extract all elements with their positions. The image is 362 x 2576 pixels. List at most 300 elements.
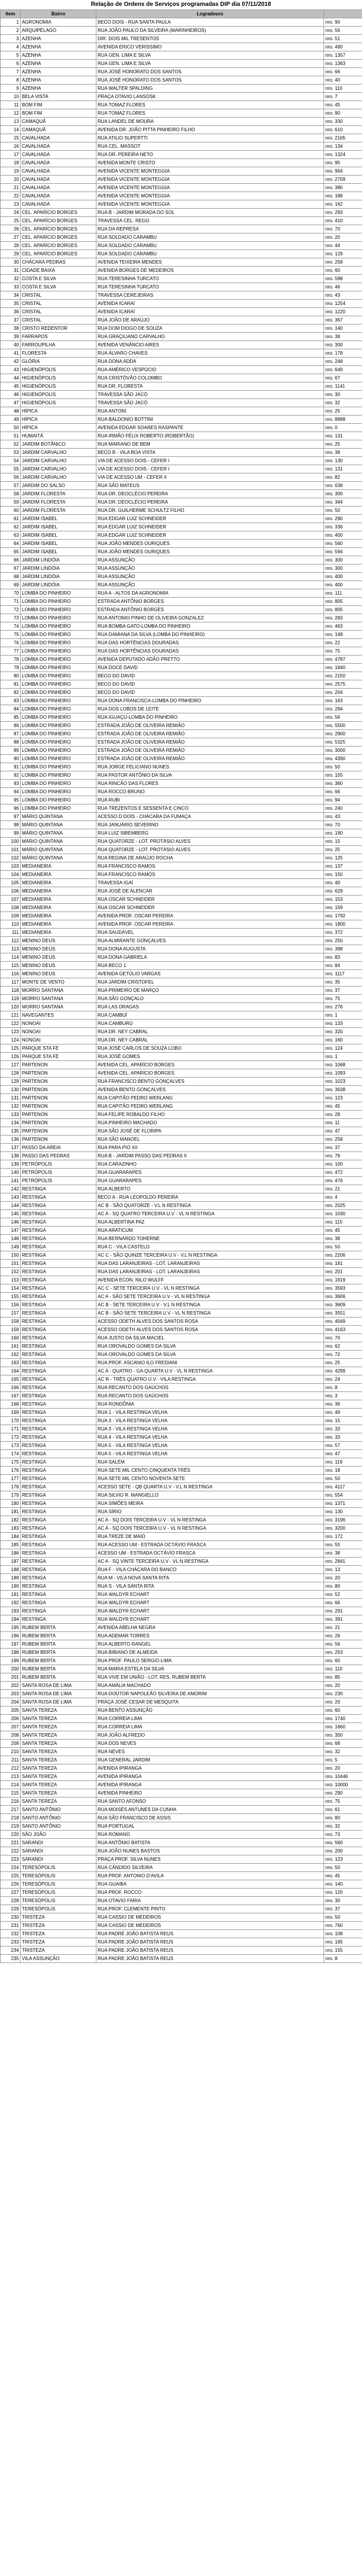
cell-numero: nro. 33 bbox=[324, 1433, 362, 1442]
cell-item: 65 bbox=[1, 548, 21, 556]
cell-numero: nro. 4299 bbox=[324, 1367, 362, 1375]
cell-bairro: LOMBA DO PINHEIRO bbox=[21, 614, 96, 622]
table-row bbox=[1, 1202, 362, 1210]
cell-numero: nro. 3606 bbox=[324, 1293, 362, 1301]
table-row bbox=[1, 1764, 362, 1773]
cell-logradouro: RUA ANTONIO PINHO DE OLIVEIRA GONZALEZ bbox=[96, 614, 324, 622]
cell-bairro: RESTINGA bbox=[21, 1442, 96, 1450]
table-row bbox=[1, 639, 362, 647]
table-row bbox=[1, 556, 362, 564]
cell-bairro: JARDIM ISABEL bbox=[21, 540, 96, 548]
cell-numero: nro. 367 bbox=[324, 316, 362, 325]
cell-item: 216 bbox=[1, 1798, 21, 1806]
cell-bairro: FARROUPILHA bbox=[21, 341, 96, 349]
table-row bbox=[1, 1913, 362, 1922]
cell-numero: nro. 201 bbox=[324, 1268, 362, 1276]
cell-numero: nro. 10446 bbox=[324, 1773, 362, 1781]
cell-bairro: TRISTEZA bbox=[21, 1946, 96, 1955]
table-row bbox=[1, 507, 362, 515]
cell-logradouro: RUA PADRE JOÃO BATISTA REUS bbox=[96, 1930, 324, 1938]
cell-bairro: RESTINGA bbox=[21, 1227, 96, 1235]
cell-item: 151 bbox=[1, 1260, 21, 1268]
cell-item: 235 bbox=[1, 1955, 21, 1963]
cell-item: 25 bbox=[1, 217, 21, 225]
cell-bairro: RUBEM BERTA bbox=[21, 1640, 96, 1649]
cell-item: 66 bbox=[1, 556, 21, 564]
cell-item: 118 bbox=[1, 987, 21, 995]
cell-bairro: RESTINGA bbox=[21, 1367, 96, 1375]
table-row bbox=[1, 1442, 362, 1450]
cell-logradouro: RUA TREZE DE MAIO bbox=[96, 1533, 324, 1541]
cell-numero: nro. 30 bbox=[324, 391, 362, 399]
cell-item: 211 bbox=[1, 1756, 21, 1764]
cell-item: 119 bbox=[1, 995, 21, 1003]
cell-numero: nro. 162 bbox=[324, 200, 362, 209]
table-row bbox=[1, 1367, 362, 1375]
cell-logradouro: RUA DONA AUGUSTA bbox=[96, 945, 324, 953]
cell-item: 43 bbox=[1, 366, 21, 374]
cell-bairro: JARDIM LINDÓIA bbox=[21, 573, 96, 581]
cell-item: 219 bbox=[1, 1822, 21, 1831]
cell-numero: nro. 26 bbox=[324, 1632, 362, 1640]
cell-item: 138 bbox=[1, 1152, 21, 1160]
cell-numero: nro. 240 bbox=[324, 804, 362, 813]
table-row bbox=[1, 929, 362, 937]
cell-bairro: SANTA TEREZA bbox=[21, 1731, 96, 1740]
cell-bairro: MENINO DEUS bbox=[21, 945, 96, 953]
cell-logradouro: RUA JOÃO MENDES OURIQUES bbox=[96, 548, 324, 556]
cell-item: 91 bbox=[1, 763, 21, 771]
cell-logradouro: RUA DR. DEOCLÉCIO PEREIRA bbox=[96, 498, 324, 507]
cell-numero: nro. 178 bbox=[324, 349, 362, 358]
cell-logradouro: RUA WALDYR ECHART bbox=[96, 1591, 324, 1599]
table-row bbox=[1, 316, 362, 325]
cell-bairro: LOMBA DO PINHEIRO bbox=[21, 631, 96, 639]
cell-logradouro: AC A - SÃO SETE TERCEIRA U.V - VL N RESTINGA bbox=[96, 1293, 324, 1301]
cell-numero: nro. 15 bbox=[324, 1417, 362, 1425]
cell-logradouro: RUA JOÃO NUNES BASTOS bbox=[96, 1847, 324, 1855]
cell-item: 227 bbox=[1, 1889, 21, 1897]
cell-item: 58 bbox=[1, 490, 21, 498]
cell-item: 215 bbox=[1, 1789, 21, 1798]
table-row bbox=[1, 1260, 362, 1268]
table-row bbox=[1, 1806, 362, 1814]
cell-item: 122 bbox=[1, 1020, 21, 1028]
cell-item: 44 bbox=[1, 374, 21, 382]
cell-bairro: JARDIM LINDÓIA bbox=[21, 564, 96, 573]
cell-bairro: LOMBA DO PINHEIRO bbox=[21, 738, 96, 747]
cell-logradouro: RUA FRANCISCO BENTO GONÇALVES bbox=[96, 1078, 324, 1086]
cell-logradouro: RUA ALBERTO bbox=[96, 1185, 324, 1193]
table-row bbox=[1, 1409, 362, 1417]
cell-item: 169 bbox=[1, 1409, 21, 1417]
table-row bbox=[1, 192, 362, 200]
cell-bairro: RESTINGA bbox=[21, 1607, 96, 1615]
table-row bbox=[1, 962, 362, 970]
cell-numero: nro. 805 bbox=[324, 606, 362, 614]
cell-item: 36 bbox=[1, 308, 21, 316]
table-row bbox=[1, 333, 362, 341]
cell-item: 214 bbox=[1, 1781, 21, 1789]
cell-bairro: COSTA E SILVA bbox=[21, 275, 96, 283]
sheet-title: Relação de Ordens de Serviços programadas DIP dia 07/11/2018 bbox=[90, 1, 272, 8]
table-row bbox=[1, 440, 362, 449]
cell-bairro: LOMBA DO PINHEIRO bbox=[21, 589, 96, 598]
table-row bbox=[1, 920, 362, 929]
table-row bbox=[1, 1458, 362, 1467]
cell-item: 108 bbox=[1, 904, 21, 912]
cell-numero: nro. 3200 bbox=[324, 1524, 362, 1533]
cell-numero: nro. 100 bbox=[324, 1160, 362, 1169]
cell-bairro: CRISTAL bbox=[21, 291, 96, 300]
table-row bbox=[1, 796, 362, 804]
cell-bairro: MEDIANEIRA bbox=[21, 871, 96, 879]
cell-numero: nro. 4390 bbox=[324, 755, 362, 763]
cell-logradouro: RUA DR. FLORESTA bbox=[96, 382, 324, 391]
cell-item: 142 bbox=[1, 1185, 21, 1193]
cell-bairro: MÁRIO QUINTANA bbox=[21, 821, 96, 829]
table-row bbox=[1, 1574, 362, 1582]
cell-logradouro: AVENIDA BENTO GONÇALVES bbox=[96, 1086, 324, 1094]
cell-item: 123 bbox=[1, 1028, 21, 1036]
cell-bairro: NAVEGANTES bbox=[21, 1011, 96, 1020]
cell-logradouro: RUA SAUDÁVEL bbox=[96, 929, 324, 937]
cell-item: 156 bbox=[1, 1301, 21, 1309]
table-row bbox=[1, 1152, 362, 1160]
cell-bairro: LOMBA DO PINHEIRO bbox=[21, 713, 96, 722]
table-row bbox=[1, 622, 362, 631]
service-orders-table bbox=[0, 9, 362, 1963]
cell-numero: nro. 83 bbox=[324, 953, 362, 962]
cell-numero: nro. 44 bbox=[324, 242, 362, 250]
cell-bairro: LOMBA DO PINHEIRO bbox=[21, 771, 96, 780]
cell-numero: nro. 253 bbox=[324, 1649, 362, 1657]
table-row bbox=[1, 142, 362, 151]
table-row bbox=[1, 1847, 362, 1855]
table-row bbox=[1, 118, 362, 126]
cell-numero: nro. 20 bbox=[324, 1682, 362, 1690]
cell-logradouro: AVENIDA VICENTE MONTEGGIA bbox=[96, 200, 324, 209]
cell-bairro: SANTA ROSA DE LIMA bbox=[21, 1698, 96, 1706]
table-row bbox=[1, 68, 362, 76]
cell-logradouro: RUA QUATORZE - LOT. PROTÁSIO ALVES bbox=[96, 838, 324, 846]
cell-numero: nro. 1363 bbox=[324, 60, 362, 68]
cell-bairro: NONOAI bbox=[21, 1028, 96, 1036]
cell-item: 40 bbox=[1, 341, 21, 349]
cell-numero: nro. 1 bbox=[324, 1053, 362, 1061]
cell-logradouro: RUA RECANTO DOS GAÚCHOS bbox=[96, 1392, 324, 1400]
cell-numero: nro. 554 bbox=[324, 1491, 362, 1500]
cell-item: 46 bbox=[1, 391, 21, 399]
cell-bairro: FLORESTA bbox=[21, 349, 96, 358]
cell-item: 51 bbox=[1, 432, 21, 440]
cell-bairro: LOMBA DO PINHEIRO bbox=[21, 747, 96, 755]
table-row bbox=[1, 1500, 362, 1508]
cell-bairro: AGRONOMIA bbox=[21, 18, 96, 27]
table-row bbox=[1, 1930, 362, 1938]
cell-numero: nro. 0 bbox=[324, 424, 362, 432]
cell-bairro: RESTINGA bbox=[21, 1185, 96, 1193]
cell-logradouro: RUA CASSIO DE MEDEIROS bbox=[96, 1922, 324, 1930]
cell-numero: nro. 2025 bbox=[324, 1202, 362, 1210]
cell-logradouro: RUA ALMIRANTE GONÇALVES bbox=[96, 937, 324, 945]
cell-bairro: TERESÓPOLIS bbox=[21, 1880, 96, 1889]
cell-item: 67 bbox=[1, 564, 21, 573]
cell-numero: nro. 3 bbox=[324, 1392, 362, 1400]
cell-numero: nro. 70 bbox=[324, 821, 362, 829]
cell-numero: nro. 80 bbox=[324, 1814, 362, 1822]
table-row bbox=[1, 523, 362, 531]
cell-item: 75 bbox=[1, 631, 21, 639]
table-row bbox=[1, 1946, 362, 1955]
cell-numero: nro. 3196 bbox=[324, 1516, 362, 1524]
table-row bbox=[1, 738, 362, 747]
cell-numero: nro. 560 bbox=[324, 1839, 362, 1847]
cell-logradouro: RUA PROF. CLEMENTE PINTO bbox=[96, 1905, 324, 1913]
cell-item: 200 bbox=[1, 1665, 21, 1673]
cell-item: 157 bbox=[1, 1309, 21, 1318]
table-row bbox=[1, 1955, 362, 1963]
cell-item: 187 bbox=[1, 1558, 21, 1566]
cell-numero: nro. 610 bbox=[324, 126, 362, 134]
table-row bbox=[1, 126, 362, 134]
cell-logradouro: BECO DO DAVID bbox=[96, 680, 324, 689]
table-row bbox=[1, 1889, 362, 1897]
cell-numero: nro. 21 bbox=[324, 1185, 362, 1193]
cell-numero: nro. 125 bbox=[324, 854, 362, 862]
table-row bbox=[1, 1665, 362, 1673]
cell-logradouro: RUA DONA GABRIELA bbox=[96, 953, 324, 962]
cell-bairro: MEDIANEIRA bbox=[21, 862, 96, 871]
table-row bbox=[1, 498, 362, 507]
cell-bairro: LOMBA DO PINHEIRO bbox=[21, 598, 96, 606]
table-row bbox=[1, 1715, 362, 1723]
cell-item: 90 bbox=[1, 755, 21, 763]
cell-bairro: RESTINGA bbox=[21, 1202, 96, 1210]
cell-item: 210 bbox=[1, 1748, 21, 1756]
cell-numero: nro. 45 bbox=[324, 101, 362, 109]
cell-bairro: LOMBA DO PINHEIRO bbox=[21, 689, 96, 697]
cell-numero: nro. 380 bbox=[324, 184, 362, 192]
cell-logradouro: RUA ASSUNÇÃO bbox=[96, 581, 324, 589]
cell-bairro: TRISTEZA bbox=[21, 1938, 96, 1946]
cell-logradouro: RUA JOSÉ HONORATO DOS SANTOS bbox=[96, 76, 324, 85]
cell-item: 47 bbox=[1, 399, 21, 407]
cell-item: 30 bbox=[1, 258, 21, 267]
cell-item: 54 bbox=[1, 457, 21, 465]
cell-item: 79 bbox=[1, 664, 21, 672]
cell-logradouro: RUA PROF. ASCANIO ILO FREDIANI bbox=[96, 1359, 324, 1367]
cell-logradouro: RUA CORREIA LIMA bbox=[96, 1723, 324, 1731]
cell-numero: nro. 46 bbox=[324, 283, 362, 291]
cell-item: 232 bbox=[1, 1930, 21, 1938]
cell-item: 125 bbox=[1, 1044, 21, 1053]
cell-bairro: TERESÓPOLIS bbox=[21, 1864, 96, 1872]
cell-logradouro: BECO DO DAVID bbox=[96, 672, 324, 680]
cell-bairro: AZENHA bbox=[21, 51, 96, 60]
cell-bairro: PARTENON bbox=[21, 1102, 96, 1111]
cell-logradouro: RUA RUBI bbox=[96, 796, 324, 804]
cell-item: 93 bbox=[1, 780, 21, 788]
table-row bbox=[1, 1094, 362, 1102]
cell-numero: nro. 200 bbox=[324, 1847, 362, 1855]
cell-bairro: AZENHA bbox=[21, 60, 96, 68]
table-row bbox=[1, 1591, 362, 1599]
cell-item: 56 bbox=[1, 473, 21, 482]
table-row bbox=[1, 1359, 362, 1367]
table-row bbox=[1, 780, 362, 788]
table-row bbox=[1, 1111, 362, 1119]
cell-bairro: HIGIENÓPOLIS bbox=[21, 399, 96, 407]
cell-logradouro: RUA ASSUNÇÃO bbox=[96, 556, 324, 564]
table-row bbox=[1, 1740, 362, 1748]
cell-numero: nro. 111 bbox=[324, 589, 362, 598]
cell-bairro: MEDIANEIRA bbox=[21, 879, 96, 887]
cell-numero: nro. 13 bbox=[324, 1566, 362, 1574]
cell-bairro: CAVALHADA bbox=[21, 167, 96, 176]
cell-numero: nro. 115 bbox=[324, 1218, 362, 1227]
cell-numero: nro. 84 bbox=[324, 962, 362, 970]
cell-bairro: RESTINGA bbox=[21, 1384, 96, 1392]
cell-item: 128 bbox=[1, 1069, 21, 1078]
table-row bbox=[1, 391, 362, 399]
cell-item: 207 bbox=[1, 1723, 21, 1731]
cell-logradouro: RUA JUSTO DA SILVA MACIEL bbox=[96, 1334, 324, 1342]
cell-numero: nro. 2150 bbox=[324, 672, 362, 680]
table-row bbox=[1, 399, 362, 407]
cell-numero: nro. 8 bbox=[324, 1384, 362, 1392]
cell-item: 137 bbox=[1, 1144, 21, 1152]
cell-numero: nro. 4787 bbox=[324, 656, 362, 664]
table-row bbox=[1, 1218, 362, 1227]
cell-numero: nro. 33 bbox=[324, 1425, 362, 1433]
cell-logradouro: BECO DOIS - RUA SANTA PAULA bbox=[96, 18, 324, 27]
cell-logradouro: ESTRADA JOÃO DE OLIVEIRA REMIÃO bbox=[96, 755, 324, 763]
cell-item: 99 bbox=[1, 829, 21, 838]
cell-bairro: LOMBA DO PINHEIRO bbox=[21, 672, 96, 680]
cell-logradouro: RUA FELIPE ROBALDO FILHO bbox=[96, 1111, 324, 1119]
cell-numero: nro. 38 bbox=[324, 1235, 362, 1243]
table-row bbox=[1, 1475, 362, 1483]
cell-bairro: CRISTAL bbox=[21, 308, 96, 316]
cell-item: 181 bbox=[1, 1508, 21, 1516]
table-row bbox=[1, 697, 362, 705]
cell-logradouro: AVENIDA PINHEIRO bbox=[96, 1789, 324, 1798]
cell-logradouro: ESTRADA JOÃO DE OLIVEIRA REMIÃO bbox=[96, 738, 324, 747]
cell-numero: nro. 1919 bbox=[324, 1276, 362, 1284]
cell-item: 76 bbox=[1, 639, 21, 647]
table-row bbox=[1, 838, 362, 846]
cell-logradouro: RUA DR. GUILHERME SCHULTZ FILHO bbox=[96, 507, 324, 515]
cell-numero: nro. 22 bbox=[324, 639, 362, 647]
table-row bbox=[1, 846, 362, 854]
cell-logradouro: RUA PADRE JOÃO BATISTA REUS bbox=[96, 1946, 324, 1955]
cell-bairro: JARDIM DO SALSO bbox=[21, 482, 96, 490]
cell-numero: nro. 43 bbox=[324, 291, 362, 300]
cell-logradouro: RUA CASSIO DE MEDEIROS bbox=[96, 1913, 324, 1922]
cell-bairro: PASSO DA AREIA bbox=[21, 1144, 96, 1152]
table-row bbox=[1, 1640, 362, 1649]
cell-bairro: RESTINGA bbox=[21, 1500, 96, 1508]
cell-item: 179 bbox=[1, 1491, 21, 1500]
table-row bbox=[1, 1831, 362, 1839]
cell-item: 69 bbox=[1, 581, 21, 589]
cell-item: 68 bbox=[1, 573, 21, 581]
cell-numero: nro. 90 bbox=[324, 109, 362, 118]
cell-item: 48 bbox=[1, 407, 21, 416]
cell-numero: nro. 131 bbox=[324, 465, 362, 473]
cell-bairro: JARDIM CARVALHO bbox=[21, 465, 96, 473]
cell-numero: nro. 7 bbox=[324, 93, 362, 101]
cell-numero: nro. 52 bbox=[324, 1591, 362, 1599]
cell-item: 197 bbox=[1, 1640, 21, 1649]
cell-numero: nro. 320 bbox=[324, 1028, 362, 1036]
table-row bbox=[1, 43, 362, 51]
cell-logradouro: RUA A - ALTOS DA AGRONOMIA bbox=[96, 589, 324, 598]
cell-numero: nro. 62 bbox=[324, 1342, 362, 1351]
table-row bbox=[1, 1003, 362, 1011]
cell-logradouro: RUA 5 - VILA RESTINGA VELHA bbox=[96, 1450, 324, 1458]
cell-bairro: PARTENON bbox=[21, 1119, 96, 1127]
cell-item: 16 bbox=[1, 142, 21, 151]
table-row bbox=[1, 788, 362, 796]
cell-numero: nro. 56 bbox=[324, 27, 362, 35]
cell-item: 57 bbox=[1, 482, 21, 490]
cell-item: 106 bbox=[1, 887, 21, 896]
table-row bbox=[1, 209, 362, 217]
cell-item: 94 bbox=[1, 788, 21, 796]
cell-item: 130 bbox=[1, 1086, 21, 1094]
cell-bairro: SANTA TEREZA bbox=[21, 1723, 96, 1731]
table-row bbox=[1, 904, 362, 912]
table-row bbox=[1, 35, 362, 43]
cell-numero: nro. 560 bbox=[324, 540, 362, 548]
table-row bbox=[1, 995, 362, 1003]
cell-bairro: SÃO JOÃO bbox=[21, 1831, 96, 1839]
cell-bairro: SANTA TEREZA bbox=[21, 1715, 96, 1723]
cell-logradouro: AVENIDA PROF. OSCAR PEREIRA bbox=[96, 920, 324, 929]
cell-item: 204 bbox=[1, 1698, 21, 1706]
cell-logradouro: RUA SOLDADO CARAMBU bbox=[96, 233, 324, 242]
cell-item: 155 bbox=[1, 1293, 21, 1301]
table-row bbox=[1, 755, 362, 763]
cell-bairro: MORRO SANTANA bbox=[21, 1003, 96, 1011]
cell-numero: nro. 60 bbox=[324, 1657, 362, 1665]
cell-numero: nro. 148 bbox=[324, 631, 362, 639]
cell-logradouro: RUA SÃO MATEUS bbox=[96, 482, 324, 490]
cell-item: 152 bbox=[1, 1268, 21, 1276]
cell-bairro: RESTINGA bbox=[21, 1467, 96, 1475]
cell-bairro: MORRO SANTANA bbox=[21, 995, 96, 1003]
cell-logradouro: RUA JOÃO ALFREDO bbox=[96, 1731, 324, 1740]
cell-item: 3 bbox=[1, 35, 21, 43]
cell-logradouro: ACESSO SETE - QB QUARTA U.V - V.L N RESTINGA bbox=[96, 1483, 324, 1491]
cell-logradouro: RUA MOISÉS ANTUNES DA CUNHA bbox=[96, 1806, 324, 1814]
cell-numero: nro. 75 bbox=[324, 995, 362, 1003]
cell-bairro: MÁRIO QUINTANA bbox=[21, 846, 96, 854]
cell-bairro: LOMBA DO PINHEIRO bbox=[21, 788, 96, 796]
cell-numero: nro. 51 bbox=[324, 35, 362, 43]
cell-numero: nro. 15 bbox=[324, 838, 362, 846]
table-row bbox=[1, 1086, 362, 1094]
cell-bairro: RESTINGA bbox=[21, 1243, 96, 1251]
table-row bbox=[1, 804, 362, 813]
table-row bbox=[1, 1417, 362, 1425]
table-row bbox=[1, 184, 362, 192]
cell-numero: nro. 472 bbox=[324, 1169, 362, 1177]
table-row bbox=[1, 457, 362, 465]
cell-bairro: TRISTEZA bbox=[21, 1930, 96, 1938]
